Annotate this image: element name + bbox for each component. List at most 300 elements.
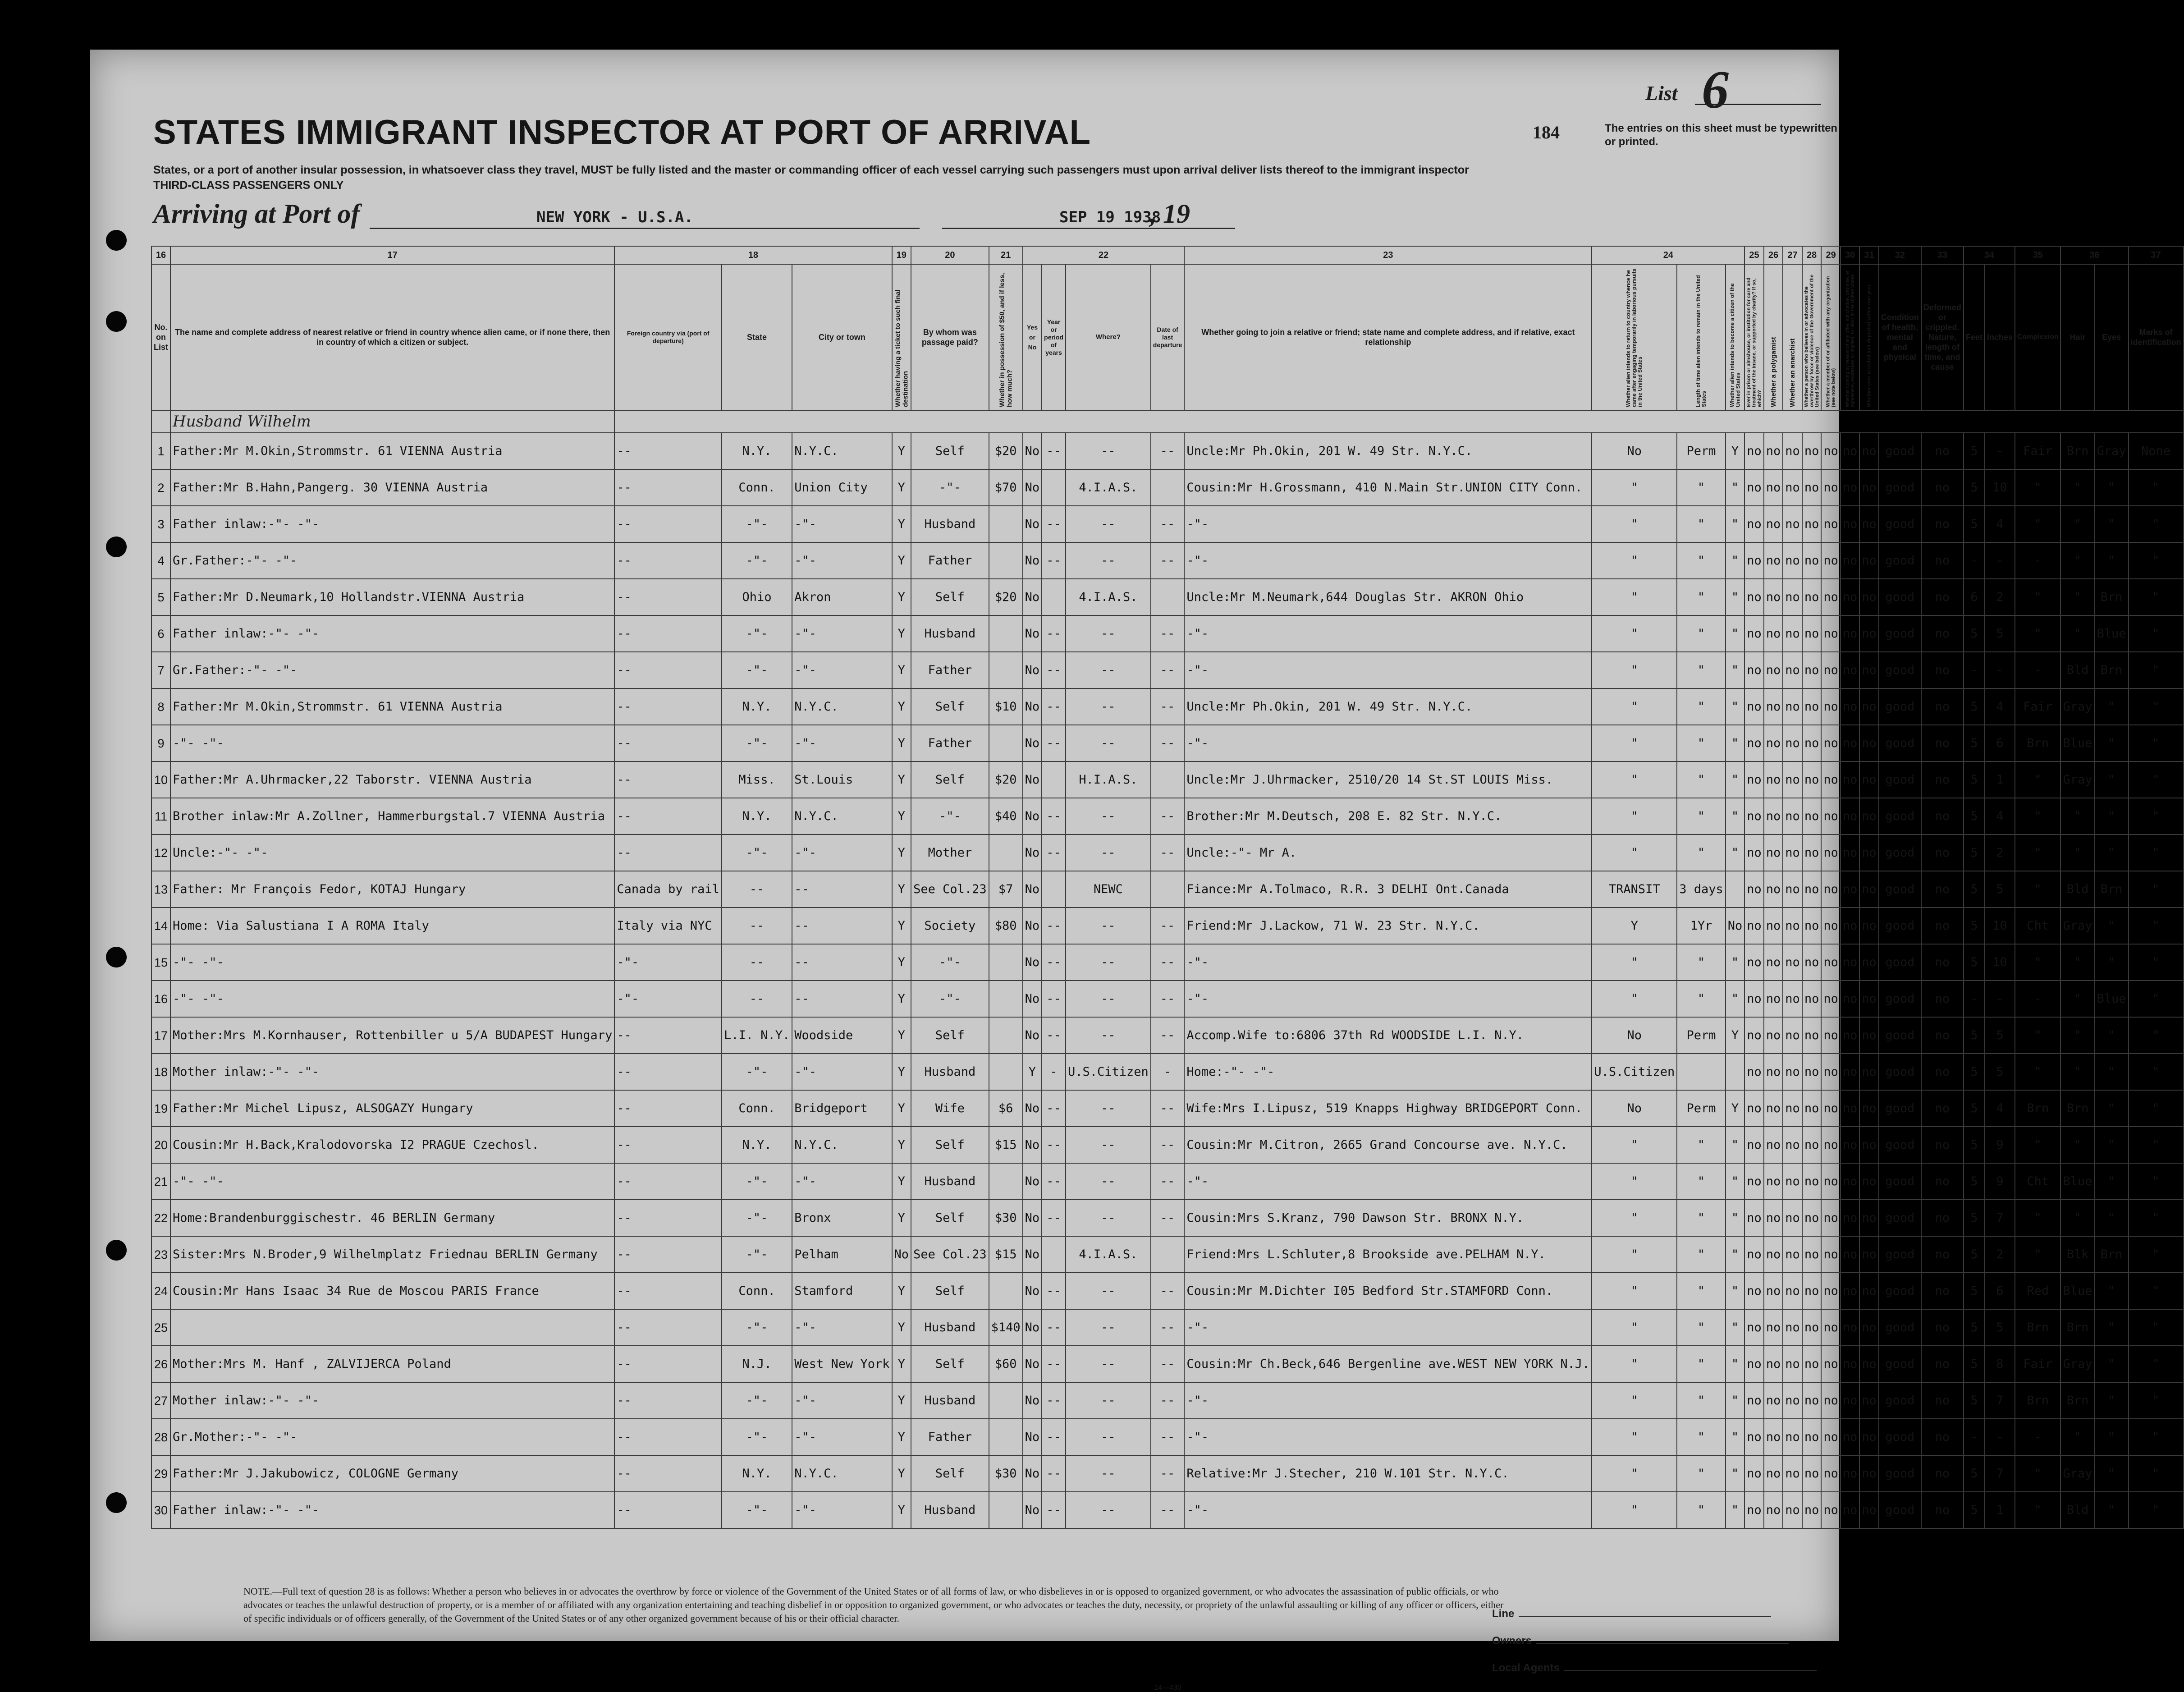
labor-offer-cell: no xyxy=(1841,871,1860,908)
overthrow-cell: no xyxy=(1802,725,1822,761)
purpose-length-cell: " xyxy=(1677,615,1726,652)
paid-by-cell: Self xyxy=(911,433,989,469)
member-cell: no xyxy=(1821,761,1841,798)
deported-cell: no xyxy=(1859,1492,1879,1528)
deported-cell: no xyxy=(1859,871,1879,908)
foreign-country-cell: -- xyxy=(614,1017,722,1054)
inches-cell: 7 xyxy=(1985,1382,2015,1419)
row-number: 28 xyxy=(151,1419,170,1455)
relative-cell: Home: Via Salustiana I A ROMA Italy xyxy=(170,908,614,944)
header-joining: Whether going to join a relative or friend; state name and complete address, and if relative, exact relationship xyxy=(1184,264,1592,410)
col-number: 21 xyxy=(989,246,1023,264)
purpose-return-cell: " xyxy=(1592,542,1677,579)
labor-offer-cell: no xyxy=(1841,615,1860,652)
header-polygamist: Whether a polygamist xyxy=(1764,264,1783,410)
inches-cell: 7 xyxy=(1985,1200,2015,1236)
departure-date-cell: -- xyxy=(1151,652,1185,688)
relative-cell: Brother inlaw:Mr A.Zollner, Hammerburgstal.7 VIENNA Austria xyxy=(170,798,614,835)
relative-cell: Cousin:Mr Hans Isaac 34 Rue de Moscou PARIS France xyxy=(170,1273,614,1309)
year-period-cell: -- xyxy=(1042,908,1066,944)
polygamist-cell: no xyxy=(1764,798,1783,835)
state-cell: -"- xyxy=(722,1309,792,1346)
polygamist-cell: no xyxy=(1764,908,1783,944)
eyes-cell: " xyxy=(2095,1309,2129,1346)
col-number: 20 xyxy=(911,246,989,264)
purpose-citizen-cell: " xyxy=(1726,1309,1745,1346)
deformed-cell: no xyxy=(1921,688,1964,725)
purpose-length-cell: Perm xyxy=(1677,1090,1726,1127)
binder-hole xyxy=(106,1492,127,1513)
line-label: Line xyxy=(1492,1608,1515,1620)
foreign-country-cell: -- xyxy=(614,798,722,835)
col-number: 34 xyxy=(1964,246,2015,264)
ticket-cell: Y xyxy=(892,1346,911,1382)
row-number: 4 xyxy=(151,542,170,579)
purpose-citizen-cell: " xyxy=(1726,579,1745,615)
table-row xyxy=(151,506,2184,542)
deformed-cell: no xyxy=(1921,1090,1964,1127)
member-cell: no xyxy=(1821,1309,1841,1346)
overthrow-cell: no xyxy=(1802,1492,1822,1528)
feet-cell: 5 xyxy=(1964,1382,1985,1419)
hair-cell: Blue xyxy=(2060,1163,2094,1200)
table-row xyxy=(151,1309,2184,1346)
where-cell: -- xyxy=(1066,725,1151,761)
paid-by-cell: Husband xyxy=(911,1382,989,1419)
city-cell: Pelham xyxy=(792,1236,892,1273)
table-row xyxy=(151,1236,2184,1273)
overthrow-cell: no xyxy=(1802,1054,1822,1090)
labor-offer-cell: no xyxy=(1841,1127,1860,1163)
complexion-cell: - xyxy=(2015,652,2061,688)
relative-cell: Father inlaw:-"- -"- xyxy=(170,506,614,542)
joining-cell: Relative:Mr J.Stecher, 210 W.101 Str. N.Y.C. xyxy=(1184,1455,1592,1492)
polygamist-cell: no xyxy=(1764,981,1783,1017)
prison-cell: no xyxy=(1744,469,1764,506)
header-deported: Whether ever arrested and deported within one year xyxy=(1859,264,1879,410)
health-cell: good xyxy=(1879,652,1921,688)
polygamist-cell: no xyxy=(1764,1163,1783,1200)
where-cell: -- xyxy=(1066,1382,1151,1419)
where-cell: NEWC xyxy=(1066,871,1151,908)
before-us-cell: No xyxy=(1023,506,1042,542)
member-cell: no xyxy=(1821,579,1841,615)
page-title: STATES IMMIGRANT INSPECTOR AT PORT OF ARRIVAL xyxy=(153,113,1091,151)
member-cell: no xyxy=(1821,981,1841,1017)
ticket-cell: Y xyxy=(892,688,911,725)
complexion-cell: " xyxy=(2015,798,2061,835)
joining-cell: -"- xyxy=(1184,542,1592,579)
purpose-citizen-cell: Y xyxy=(1726,433,1745,469)
city-cell: -"- xyxy=(792,506,892,542)
member-cell: no xyxy=(1821,1054,1841,1090)
col-number: 22 xyxy=(1023,246,1185,264)
member-cell: no xyxy=(1821,908,1841,944)
year-prefix: , 19 xyxy=(1149,199,1190,229)
purpose-return-cell: " xyxy=(1592,1492,1677,1528)
departure-date-cell: -- xyxy=(1151,1017,1185,1054)
deformed-cell: no xyxy=(1921,1236,1964,1273)
paid-by-cell: -"- xyxy=(911,798,989,835)
feet-cell: 5 xyxy=(1964,1090,1985,1127)
purpose-length-cell: " xyxy=(1677,944,1726,981)
paid-by-cell: Husband xyxy=(911,1492,989,1528)
col-number: 16 xyxy=(151,246,170,264)
year-period-cell: -- xyxy=(1042,1346,1066,1382)
foreign-country-cell: -- xyxy=(614,1054,722,1090)
header-eyes: Eyes xyxy=(2095,264,2129,410)
anarchist-cell: no xyxy=(1783,981,1802,1017)
departure-date-cell xyxy=(1151,871,1185,908)
money-cell xyxy=(989,1382,1023,1419)
before-us-cell: No xyxy=(1023,1017,1042,1054)
deformed-cell: no xyxy=(1921,1200,1964,1236)
deformed-cell: no xyxy=(1921,908,1964,944)
purpose-length-cell: " xyxy=(1677,1382,1726,1419)
eyes-cell: " xyxy=(2095,835,2129,871)
labor-offer-cell: no xyxy=(1841,1346,1860,1382)
purpose-citizen-cell: " xyxy=(1726,1382,1745,1419)
purpose-return-cell: " xyxy=(1592,1163,1677,1200)
before-us-cell: No xyxy=(1023,944,1042,981)
table-row xyxy=(151,1492,2184,1528)
ticket-cell: Y xyxy=(892,542,911,579)
col-number: 31 xyxy=(1859,246,1879,264)
complexion-cell: Cht xyxy=(2015,1163,2061,1200)
prison-cell: no xyxy=(1744,835,1764,871)
before-us-cell: No xyxy=(1023,579,1042,615)
member-cell: no xyxy=(1821,871,1841,908)
relative-cell: Uncle:-"- -"- xyxy=(170,835,614,871)
labor-offer-cell: no xyxy=(1841,1163,1860,1200)
purpose-length-cell: " xyxy=(1677,579,1726,615)
complexion-cell: Fair xyxy=(2015,688,2061,725)
labor-offer-cell: no xyxy=(1841,1236,1860,1273)
feet-cell: - xyxy=(1964,542,1985,579)
inches-cell: - xyxy=(1985,542,2015,579)
departure-date-cell: -- xyxy=(1151,1382,1185,1419)
state-cell: -- xyxy=(722,871,792,908)
before-us-cell: No xyxy=(1023,725,1042,761)
deported-cell: no xyxy=(1859,688,1879,725)
col-number: 28 xyxy=(1802,246,1822,264)
col-number: 18 xyxy=(614,246,892,264)
money-cell xyxy=(989,835,1023,871)
overthrow-cell: no xyxy=(1802,1200,1822,1236)
inches-cell: 4 xyxy=(1985,688,2015,725)
joining-cell: -"- xyxy=(1184,725,1592,761)
deported-cell: no xyxy=(1859,1127,1879,1163)
line-field[interactable] xyxy=(1519,1616,1771,1617)
anarchist-cell: no xyxy=(1783,1090,1802,1127)
marks-cell: " xyxy=(2129,1419,2184,1455)
anarchist-cell: no xyxy=(1783,1309,1802,1346)
money-cell xyxy=(989,1419,1023,1455)
before-us-cell: No xyxy=(1023,433,1042,469)
marks-cell: " xyxy=(2129,835,2184,871)
feet-cell: 5 xyxy=(1964,1236,1985,1273)
eyes-cell: " xyxy=(2095,1090,2129,1127)
joining-cell: Brother:Mr M.Deutsch, 208 E. 82 Str. N.Y.C. xyxy=(1184,798,1592,835)
prison-cell: no xyxy=(1744,1127,1764,1163)
polygamist-cell: no xyxy=(1764,433,1783,469)
port-value: NEW YORK - U.S.A. xyxy=(536,208,693,226)
complexion-cell: " xyxy=(2015,615,2061,652)
deformed-cell: no xyxy=(1921,469,1964,506)
header-state: State xyxy=(722,264,792,410)
feet-cell: 5 xyxy=(1964,835,1985,871)
city-cell: St.Louis xyxy=(792,761,892,798)
header-hair: Hair xyxy=(2060,264,2094,410)
relative-cell: -"- -"- xyxy=(170,725,614,761)
paid-by-cell: Self xyxy=(911,1346,989,1382)
health-cell: good xyxy=(1879,579,1921,615)
deported-cell: no xyxy=(1859,725,1879,761)
overthrow-cell: no xyxy=(1802,1163,1822,1200)
prison-cell: no xyxy=(1744,506,1764,542)
deformed-cell: no xyxy=(1921,1346,1964,1382)
ticket-cell: Y xyxy=(892,1492,911,1528)
where-cell: -- xyxy=(1066,908,1151,944)
header-labor-offer: Whether coming by reason of any offer, solicitation, promise, or agreement, expressed or implied, to labor in the United States xyxy=(1841,264,1860,410)
polygamist-cell: no xyxy=(1764,1200,1783,1236)
inches-cell: 10 xyxy=(1985,944,2015,981)
inches-cell: 7 xyxy=(1985,1455,2015,1492)
polygamist-cell: no xyxy=(1764,1309,1783,1346)
deported-cell: no xyxy=(1859,1309,1879,1346)
marks-cell: " xyxy=(2129,652,2184,688)
feet-cell: 5 xyxy=(1964,615,1985,652)
year-period-cell: -- xyxy=(1042,652,1066,688)
deported-cell: no xyxy=(1859,761,1879,798)
port-label: Arriving at Port of xyxy=(153,199,360,229)
hair-cell: Bld xyxy=(2060,652,2094,688)
binder-hole xyxy=(106,536,127,557)
anarchist-cell: no xyxy=(1783,615,1802,652)
marks-cell: " xyxy=(2129,579,2184,615)
table-row xyxy=(151,688,2184,725)
top-annotation: Husband Wilhelm xyxy=(170,410,614,433)
where-cell: -- xyxy=(1066,798,1151,835)
column-number-row xyxy=(151,246,2184,264)
member-cell: no xyxy=(1821,1273,1841,1309)
table-row xyxy=(151,1054,2184,1090)
purpose-return-cell: " xyxy=(1592,944,1677,981)
purpose-return-cell: " xyxy=(1592,469,1677,506)
prison-cell: no xyxy=(1744,944,1764,981)
purpose-citizen-cell: " xyxy=(1726,1346,1745,1382)
state-cell: -"- xyxy=(722,1200,792,1236)
state-cell: N.Y. xyxy=(722,1455,792,1492)
anarchist-cell: no xyxy=(1783,1382,1802,1419)
inches-cell: 9 xyxy=(1985,1127,2015,1163)
inches-cell: 1 xyxy=(1985,761,2015,798)
hair-cell: " xyxy=(2060,944,2094,981)
purpose-citizen-cell: " xyxy=(1726,615,1745,652)
hair-cell: " xyxy=(2060,469,2094,506)
complexion-cell: " xyxy=(2015,1127,2061,1163)
header-health: Condition of health, mental and physical xyxy=(1879,264,1921,410)
joining-cell: Wife:Mrs I.Lipusz, 519 Knapps Highway BRIDGEPORT Conn. xyxy=(1184,1090,1592,1127)
foreign-country-cell: -- xyxy=(614,542,722,579)
ticket-cell: Y xyxy=(892,1054,911,1090)
purpose-length-cell: " xyxy=(1677,1163,1726,1200)
eyes-cell: " xyxy=(2095,1017,2129,1054)
city-cell: N.Y.C. xyxy=(792,688,892,725)
col-number: 32 xyxy=(1879,246,1921,264)
deported-cell: no xyxy=(1859,1163,1879,1200)
eyes-cell: " xyxy=(2095,1273,2129,1309)
where-cell: -- xyxy=(1066,688,1151,725)
city-cell: Akron xyxy=(792,579,892,615)
overthrow-cell: no xyxy=(1802,944,1822,981)
overthrow-cell: no xyxy=(1802,579,1822,615)
where-cell: -- xyxy=(1066,1273,1151,1309)
table-row xyxy=(151,835,2184,871)
list-number: 6 xyxy=(1702,60,1729,119)
polygamist-cell: no xyxy=(1764,615,1783,652)
row-number: 2 xyxy=(151,469,170,506)
table-row xyxy=(151,1127,2184,1163)
joining-cell: Fiance:Mr A.Tolmaco, R.R. 3 DELHI Ont.Canada xyxy=(1184,871,1592,908)
ticket-cell: Y xyxy=(892,761,911,798)
ticket-cell: Y xyxy=(892,1017,911,1054)
city-cell: N.Y.C. xyxy=(792,1127,892,1163)
year-period-cell: - xyxy=(1042,1054,1066,1090)
health-cell: good xyxy=(1879,1200,1921,1236)
overthrow-cell: no xyxy=(1802,871,1822,908)
member-cell: no xyxy=(1821,1419,1841,1455)
where-cell: U.S.Citizen xyxy=(1066,1054,1151,1090)
hair-cell: " xyxy=(2060,1127,2094,1163)
labor-offer-cell: no xyxy=(1841,1455,1860,1492)
anarchist-cell: no xyxy=(1783,1273,1802,1309)
foreign-country-cell: -- xyxy=(614,1236,722,1273)
deported-cell: no xyxy=(1859,542,1879,579)
state-cell: -"- xyxy=(722,1419,792,1455)
polygamist-cell: no xyxy=(1764,652,1783,688)
row-number: 6 xyxy=(151,615,170,652)
where-cell: -- xyxy=(1066,1127,1151,1163)
polygamist-cell: no xyxy=(1764,1455,1783,1492)
marks-cell: " xyxy=(2129,1309,2184,1346)
joining-cell: -"- xyxy=(1184,1419,1592,1455)
where-cell: -- xyxy=(1066,615,1151,652)
money-cell xyxy=(989,506,1023,542)
where-cell: -- xyxy=(1066,1419,1151,1455)
marks-cell: None xyxy=(2129,433,2184,469)
relative-cell: Gr.Father:-"- -"- xyxy=(170,542,614,579)
where-cell: -- xyxy=(1066,506,1151,542)
hair-cell: Brn xyxy=(2060,1382,2094,1419)
polygamist-cell: no xyxy=(1764,1492,1783,1528)
purpose-citizen-cell: " xyxy=(1726,469,1745,506)
inches-cell: 5 xyxy=(1985,1309,2015,1346)
paid-by-cell: Husband xyxy=(911,506,989,542)
header-purpose-citizen: Whether alien intends to become a citizen of the United States xyxy=(1726,264,1745,410)
table-row xyxy=(151,579,2184,615)
eyes-cell: Brn xyxy=(2095,652,2129,688)
complexion-cell: " xyxy=(2015,835,2061,871)
before-us-cell: No xyxy=(1023,1419,1042,1455)
ticket-cell: No xyxy=(892,1236,911,1273)
purpose-return-cell: " xyxy=(1592,1236,1677,1273)
header-marks: Marks of identification xyxy=(2129,264,2184,410)
state-cell: -"- xyxy=(722,835,792,871)
feet-cell: 5 xyxy=(1964,944,1985,981)
deported-cell: no xyxy=(1859,1382,1879,1419)
eyes-cell: Gray xyxy=(2095,433,2129,469)
member-cell: no xyxy=(1821,944,1841,981)
member-cell: no xyxy=(1821,433,1841,469)
feet-cell: 5 xyxy=(1964,871,1985,908)
complexion-cell: Brn xyxy=(2015,1382,2061,1419)
before-us-cell: No xyxy=(1023,1236,1042,1273)
hair-cell: " xyxy=(2060,1017,2094,1054)
typewrite-note: The entries on this sheet must be typewritten or printed. xyxy=(1605,122,1838,148)
health-cell: good xyxy=(1879,1127,1921,1163)
owners-field[interactable] xyxy=(1536,1643,1789,1644)
marks-cell: " xyxy=(2129,1236,2184,1273)
inches-cell: 2 xyxy=(1985,579,2015,615)
anarchist-cell: no xyxy=(1783,1054,1802,1090)
year-period-cell: -- xyxy=(1042,433,1066,469)
deported-cell: no xyxy=(1859,908,1879,944)
health-cell: good xyxy=(1879,1346,1921,1382)
prison-cell: no xyxy=(1744,1382,1764,1419)
joining-cell: -"- xyxy=(1184,1309,1592,1346)
prison-cell: no xyxy=(1744,615,1764,652)
row-number: 13 xyxy=(151,871,170,908)
health-cell: good xyxy=(1879,1163,1921,1200)
hair-cell: Brn xyxy=(2060,1309,2094,1346)
purpose-return-cell: " xyxy=(1592,1127,1677,1163)
purpose-citizen-cell: " xyxy=(1726,1273,1745,1309)
marks-cell: " xyxy=(2129,1382,2184,1419)
eyes-cell: " xyxy=(2095,1382,2129,1419)
where-cell: H.I.A.S. xyxy=(1066,761,1151,798)
joining-cell: Cousin:Mr Ch.Beck,646 Bergenline ave.WEST NEW YORK N.J. xyxy=(1184,1346,1592,1382)
departure-date-cell: -- xyxy=(1151,981,1185,1017)
list-label: List xyxy=(1645,82,1678,105)
table-row xyxy=(151,725,2184,761)
eyes-cell: " xyxy=(2095,1455,2129,1492)
year-period-cell xyxy=(1042,579,1066,615)
ticket-cell: Y xyxy=(892,1455,911,1492)
member-cell: no xyxy=(1821,1200,1841,1236)
purpose-return-cell: TRANSIT xyxy=(1592,871,1677,908)
hair-cell: " xyxy=(2060,1054,2094,1090)
col-number: 24 xyxy=(1592,246,1744,264)
year-period-cell: -- xyxy=(1042,835,1066,871)
row-number: 9 xyxy=(151,725,170,761)
relative-cell: Father inlaw:-"- -"- xyxy=(170,615,614,652)
ticket-cell: Y xyxy=(892,579,911,615)
complexion-cell: " xyxy=(2015,469,2061,506)
feet-cell: 5 xyxy=(1964,1054,1985,1090)
deported-cell: no xyxy=(1859,798,1879,835)
overthrow-cell: no xyxy=(1802,1017,1822,1054)
feet-cell: 5 xyxy=(1964,1455,1985,1492)
manifest-sheet xyxy=(90,50,2181,1692)
city-cell: -"- xyxy=(792,1419,892,1455)
hair-cell: " xyxy=(2060,615,2094,652)
table-row xyxy=(151,1419,2184,1455)
header-city: City or town xyxy=(792,264,892,410)
agents-field[interactable] xyxy=(1564,1670,1817,1671)
health-cell: good xyxy=(1879,1492,1921,1528)
eyes-cell: " xyxy=(2095,1054,2129,1090)
